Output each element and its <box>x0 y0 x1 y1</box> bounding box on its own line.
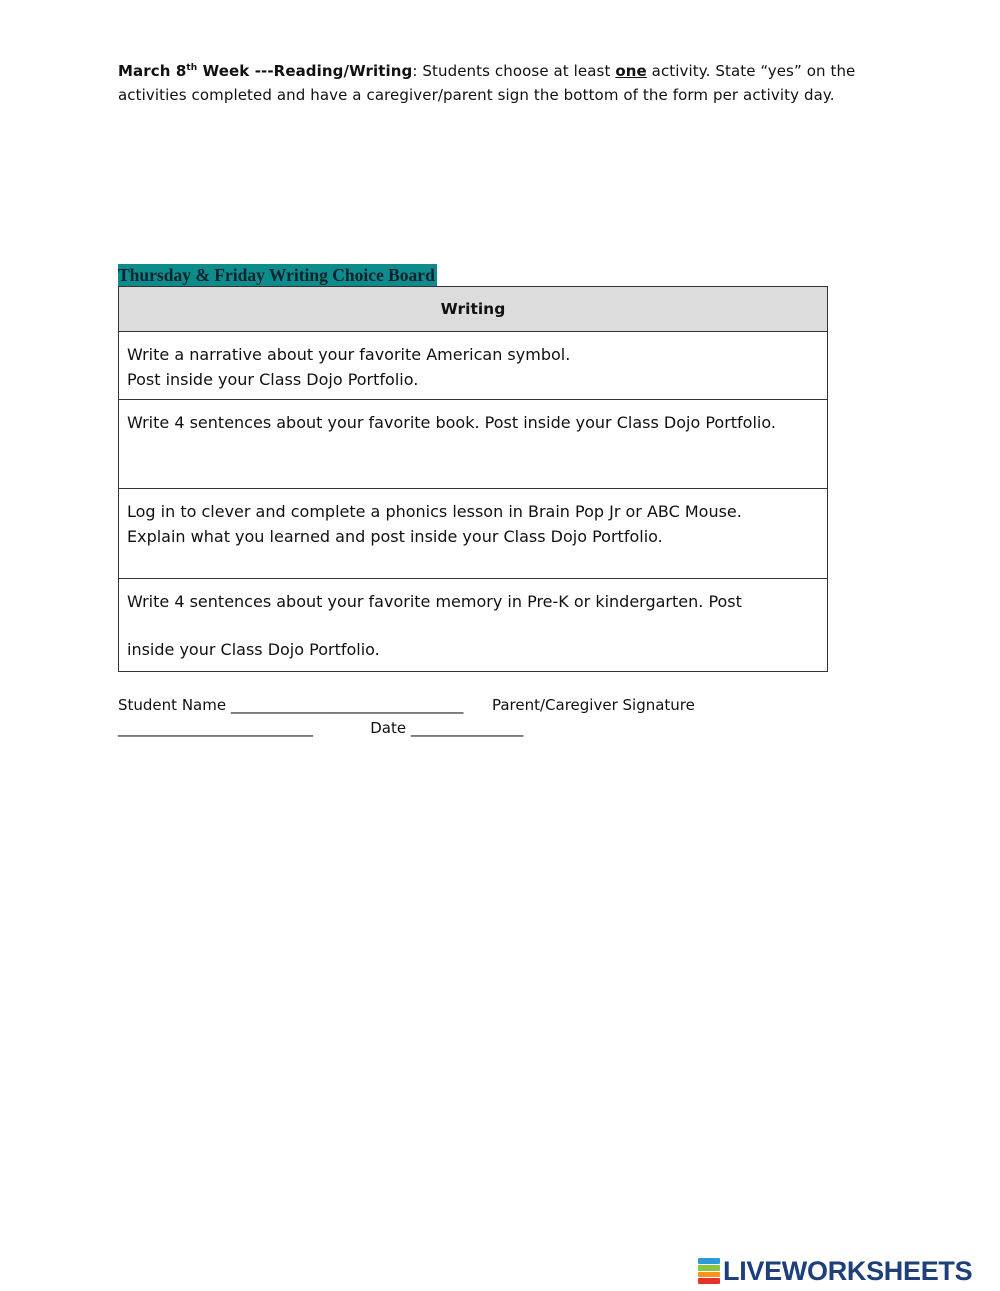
emphasis-one: one <box>615 62 647 80</box>
date-label: Date <box>370 719 407 737</box>
instructions-paragraph <box>118 59 878 107</box>
parent-signature-line[interactable]: __________________________ <box>118 719 313 737</box>
week-title: March 8th Week ---Reading/Writing <box>118 62 413 80</box>
activity-cell: Write 4 sentences about your favorite book. Post inside your Class Dojo Portfolio. <box>119 400 827 489</box>
brand-name: LIVEWORKSHEETS <box>723 1256 973 1286</box>
signature-section <box>118 694 838 740</box>
liveworksheets-logo-icon <box>698 1258 720 1284</box>
table-header-writing: Writing <box>119 287 827 332</box>
student-name-line[interactable]: _______________________________ <box>230 696 464 714</box>
activity-cell: Write a narrative about your favorite American symbol. Post inside your Class Dojo Portfolio. <box>119 332 827 400</box>
student-name-label: Student Name <box>118 696 227 714</box>
activity-cell: Write 4 sentences about your favorite memory in Pre-K or kindergarten. Post inside your Class Dojo Portfolio. <box>127 592 742 659</box>
instructions-text-b: activity. State “yes” on the activities completed and have a caregiver/parent sign the bottom of the form per activity day. <box>118 62 856 104</box>
choice-board-table <box>118 286 828 672</box>
activity-cell: Log in to clever and complete a phonics lesson in Brain Pop Jr or ABC Mouse. Explain what you learned and post inside your Class Dojo Portfolio. <box>119 489 827 579</box>
choice-board-title: Thursday & Friday Writing Choice Board <box>118 265 435 285</box>
instructions-text-a: : Students choose at least <box>412 62 616 80</box>
parent-signature-label: Parent/Caregiver Signature <box>491 696 695 714</box>
liveworksheets-logo <box>698 1256 972 1286</box>
date-line[interactable]: _______________ <box>410 719 524 737</box>
